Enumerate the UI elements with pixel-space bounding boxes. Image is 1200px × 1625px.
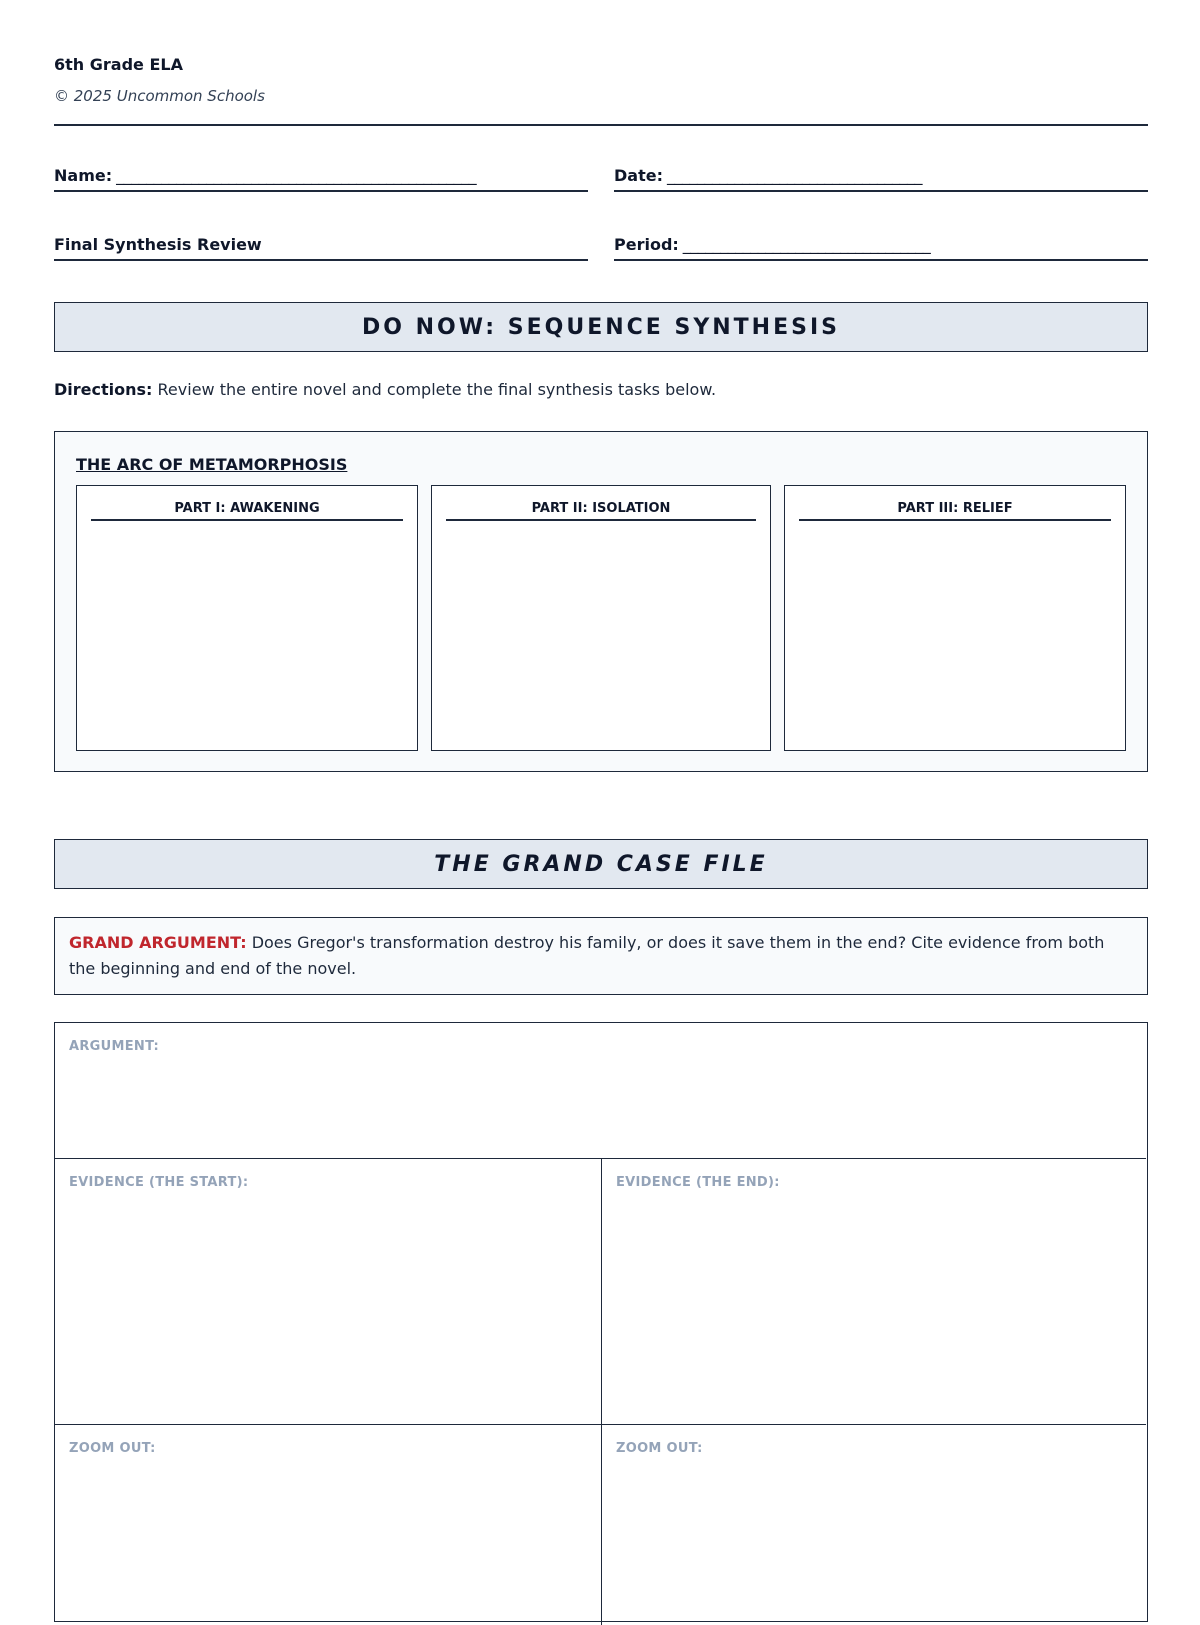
course-title: 6th Grade ELA — [54, 55, 183, 74]
directions-text: Review the entire novel and complete the final synthesis tasks below. — [157, 380, 717, 399]
do-now-banner: DO NOW: SEQUENCE SYNTHESIS — [54, 302, 1148, 352]
date-field[interactable] — [614, 162, 1148, 192]
grand-argument-label: GRAND ARGUMENT: — [69, 933, 247, 952]
evidence-start-label: EVIDENCE (THE START): — [69, 1175, 249, 1190]
evidence-start-box[interactable] — [55, 1159, 602, 1425]
part-2-title: PART II: ISOLATION — [446, 501, 756, 521]
part-2-box[interactable] — [431, 485, 771, 751]
part-1-title: PART I: AWAKENING — [91, 501, 403, 521]
arc-title: THE ARC OF METAMORPHOSIS — [76, 455, 348, 474]
evidence-end-box[interactable] — [602, 1159, 1146, 1425]
period-field[interactable] — [614, 231, 1148, 261]
period-label: Period: — [614, 235, 679, 254]
case-file-table — [54, 1022, 1148, 1622]
period-blank: _________________________________ — [682, 235, 931, 254]
zoom-out-left-box[interactable] — [55, 1425, 602, 1625]
argument-box[interactable] — [55, 1023, 1146, 1159]
grand-argument-text: Does Gregor's transformation destroy his family, or does it save them in the end? Cite evidence from both the beginning and end of the novel. — [69, 933, 1105, 978]
worksheet-title — [54, 231, 588, 261]
zoom-out-left-label: ZOOM OUT: — [69, 1441, 156, 1456]
directions-label: Directions: — [54, 380, 153, 399]
part-1-box[interactable] — [76, 485, 418, 751]
argument-label: ARGUMENT: — [69, 1039, 160, 1054]
name-blank: ________________________________________________ — [116, 166, 477, 185]
date-label: Date: — [614, 166, 663, 185]
directions — [54, 380, 716, 399]
header-divider — [54, 124, 1148, 126]
name-label: Name: — [54, 166, 113, 185]
grand-argument-prompt — [54, 917, 1148, 995]
part-3-box[interactable] — [784, 485, 1126, 751]
date-blank: __________________________________ — [666, 166, 922, 185]
worksheet-title-text: Final Synthesis Review — [54, 235, 262, 254]
part-3-title: PART III: RELIEF — [799, 501, 1111, 521]
zoom-out-right-box[interactable] — [602, 1425, 1146, 1625]
name-field[interactable] — [54, 162, 588, 192]
copyright-notice: © 2025 Uncommon Schools — [54, 87, 265, 105]
case-file-banner: THE GRAND CASE FILE — [54, 839, 1148, 889]
evidence-end-label: EVIDENCE (THE END): — [616, 1175, 780, 1190]
arc-panel — [54, 431, 1148, 772]
zoom-out-right-label: ZOOM OUT: — [616, 1441, 703, 1456]
